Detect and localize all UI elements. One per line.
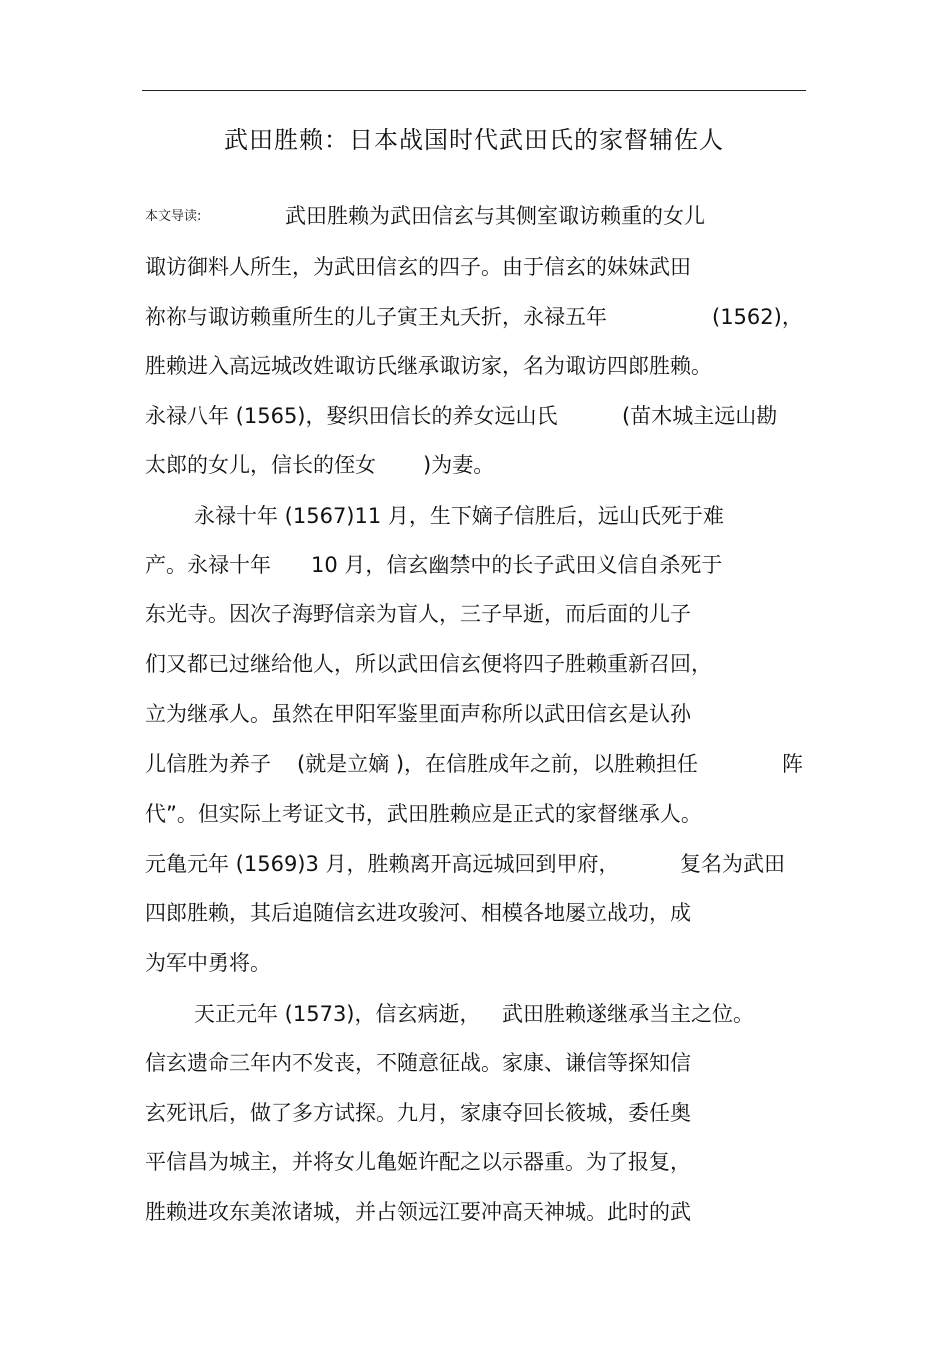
text-line-5a: 永禄八年 (1565)，娶织田信长的养女远山氏	[145, 404, 558, 428]
text-line-2: 诹访御料人所生，为武田信玄的四子。由于信玄的妹妹武田	[145, 255, 691, 279]
header-rule	[142, 90, 806, 91]
document-title: 武田胜赖：日本战国时代武田氏的家督辅佐人	[224, 126, 724, 154]
text-line-17b: 武田胜赖遂继承当主之位。	[502, 1002, 754, 1026]
text-line-12b: (就是立嫡 )，在信胜成年之前，以胜赖担任	[297, 752, 699, 776]
text-line-1: 武田胜赖为武田信玄与其侧室诹访赖重的女儿	[285, 204, 705, 228]
text-line-12a: 儿信胜为养子	[145, 752, 271, 776]
text-line-14b: 复名为武田	[680, 852, 785, 876]
text-line-6a: 太郎的女儿，信长的侄女	[145, 453, 376, 477]
text-line-17a: 天正元年 (1573)，信玄病逝，	[194, 1002, 481, 1026]
text-line-15: 四郎胜赖，其后追随信玄进攻骏河、相模各地屡立战功，成	[145, 901, 691, 925]
text-line-19: 玄死讯后，做了多方试探。九月，家康夺回长筱城，委任奥	[145, 1101, 691, 1125]
text-line-8b: 10 月，信玄幽禁中的长子武田义信自杀死于	[311, 553, 723, 577]
text-line-7: 永禄十年 (1567)11 月，生下嫡子信胜后，远山氏死于难	[194, 504, 724, 528]
text-line-18: 信玄遗命三年内不发丧，不随意征战。家康、谦信等探知信	[145, 1051, 691, 1075]
text-line-8a: 产。永禄十年	[145, 553, 271, 577]
text-line-6b: )为妻。	[423, 453, 495, 477]
text-line-9: 东光寺。因次子海野信亲为盲人，三子早逝，而后面的儿子	[145, 602, 691, 626]
text-line-21: 胜赖进攻东美浓诸城，并占领远江要冲高天神城。此时的武	[145, 1200, 691, 1224]
text-line-13: 代”。但实际上考证文书，武田胜赖应是正式的家督继承人。	[145, 802, 702, 826]
text-line-3b: (1562)，	[712, 305, 803, 329]
text-line-20: 平信昌为城主，并将女儿亀姬许配之以示器重。为了报复，	[145, 1150, 691, 1174]
intro-label: 本文导读:	[145, 209, 202, 224]
text-line-3a: 祢祢与诹访赖重所生的儿子寅王丸夭折，永禄五年	[145, 305, 607, 329]
text-line-14a: 元亀元年 (1569)3 月，胜赖离开高远城回到甲府，	[145, 852, 620, 876]
text-line-12c: 阵	[782, 752, 803, 776]
text-line-10: 们又都已过继给他人，所以武田信玄便将四子胜赖重新召回，	[145, 652, 712, 676]
text-line-11: 立为继承人。虽然在甲阳军鉴里面声称所以武田信玄是认孙	[145, 702, 691, 726]
text-line-4: 胜赖进入高远城改姓诹访氏继承诹访家，名为诹访四郎胜赖。	[145, 354, 712, 378]
text-line-5b: (苗木城主远山勘	[622, 404, 778, 428]
text-line-16: 为军中勇将。	[145, 951, 271, 975]
